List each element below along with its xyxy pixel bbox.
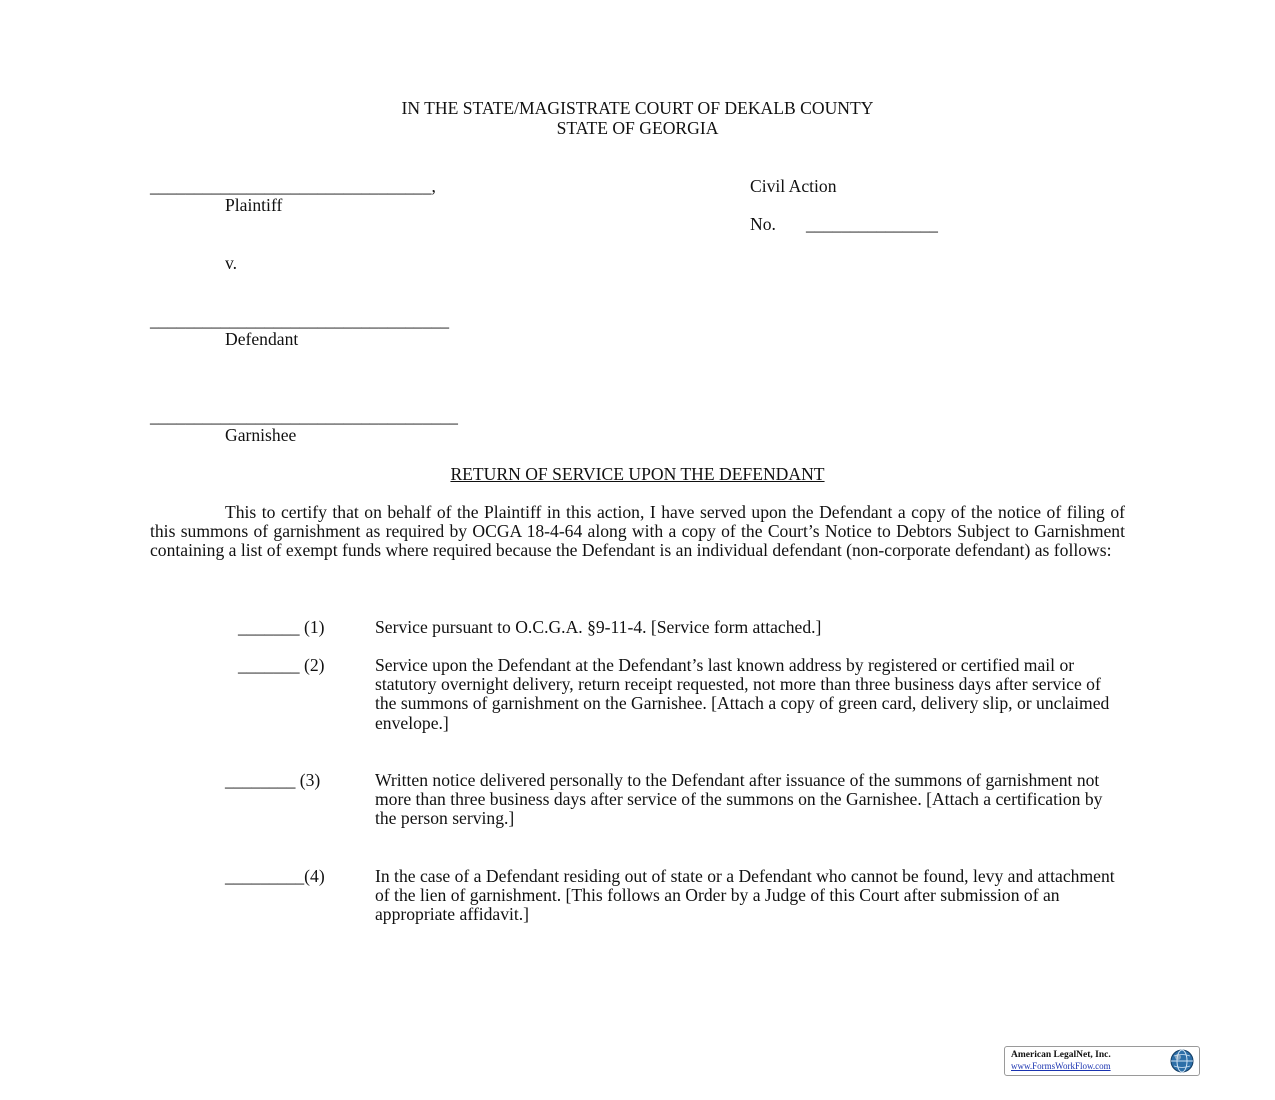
document-title: RETURN OF SERVICE UPON THE DEFENDANT <box>450 464 825 484</box>
plaintiff-name-field[interactable]: ________________________________, <box>150 176 436 196</box>
service-option-1-text: Service pursuant to O.C.G.A. §9-11-4. [Service form attached.] <box>375 617 822 637</box>
logo-url-link[interactable]: www.FormsWorkFlow.com <box>1011 1061 1111 1071</box>
service-option-2-checkline[interactable]: _______ (2) <box>238 655 325 675</box>
service-option-3-text: Written notice delivered personally to the Defendant after issuance of the summons of garnishment not more than three business days after service of the summons on the Garnishee. [Attach a certification by the person serving.] <box>375 770 1103 829</box>
court-state: STATE OF GEORGIA <box>556 118 719 138</box>
plaintiff-label: Plaintiff <box>225 195 283 215</box>
service-option-4-checkline[interactable]: _________(4) <box>225 866 325 886</box>
american-legalnet-logo[interactable] <box>1004 1046 1200 1076</box>
civil-action-label: Civil Action <box>750 176 837 196</box>
court-name: IN THE STATE/MAGISTRATE COURT OF DEKALB COUNTY <box>401 98 874 118</box>
service-option-1-checkline[interactable]: _______ (1) <box>238 617 325 637</box>
case-number-field[interactable]: _______________ <box>806 214 938 234</box>
globe-icon <box>1169 1048 1195 1074</box>
versus-label: v. <box>225 253 238 273</box>
logo-company-name: American LegalNet, Inc. <box>1011 1050 1111 1060</box>
defendant-name-field[interactable]: __________________________________ <box>150 310 450 330</box>
service-option-3-checkline[interactable]: ________ (3) <box>225 770 321 790</box>
service-option-4-text: In the case of a Defendant residing out of state or a Defendant who cannot be found, levy and attachment of the lien of garnishment. [This follows an Order by a Judge of this Court after submission of an appropriate affidavit.] <box>375 866 1115 925</box>
intro-paragraph: This to certify that on behalf of the Plaintiff in this action, I have served upon the Defendant a copy of the notice of filing of this summons of garnishment as required by OCGA 18-4-64 along with a copy of the Court’s Notice to Debtors Subject to Garnishment containing a list of exempt funds where required because the Defendant is an individual defendant (non-corporate defendant) as follows: <box>150 502 1125 561</box>
case-number-label: No. <box>750 214 776 234</box>
garnishee-name-field[interactable]: ___________________________________ <box>150 406 458 426</box>
defendant-label: Defendant <box>225 329 299 349</box>
garnishee-label: Garnishee <box>225 425 297 445</box>
service-option-2-text: Service upon the Defendant at the Defendant’s last known address by registered or certified mail or statutory overnight delivery, return receipt requested, not more than three business days after service of the summons of garnishment on the Garnishee. [Attach a copy of green card, delivery slip, or unclaimed envelope.] <box>375 655 1110 733</box>
